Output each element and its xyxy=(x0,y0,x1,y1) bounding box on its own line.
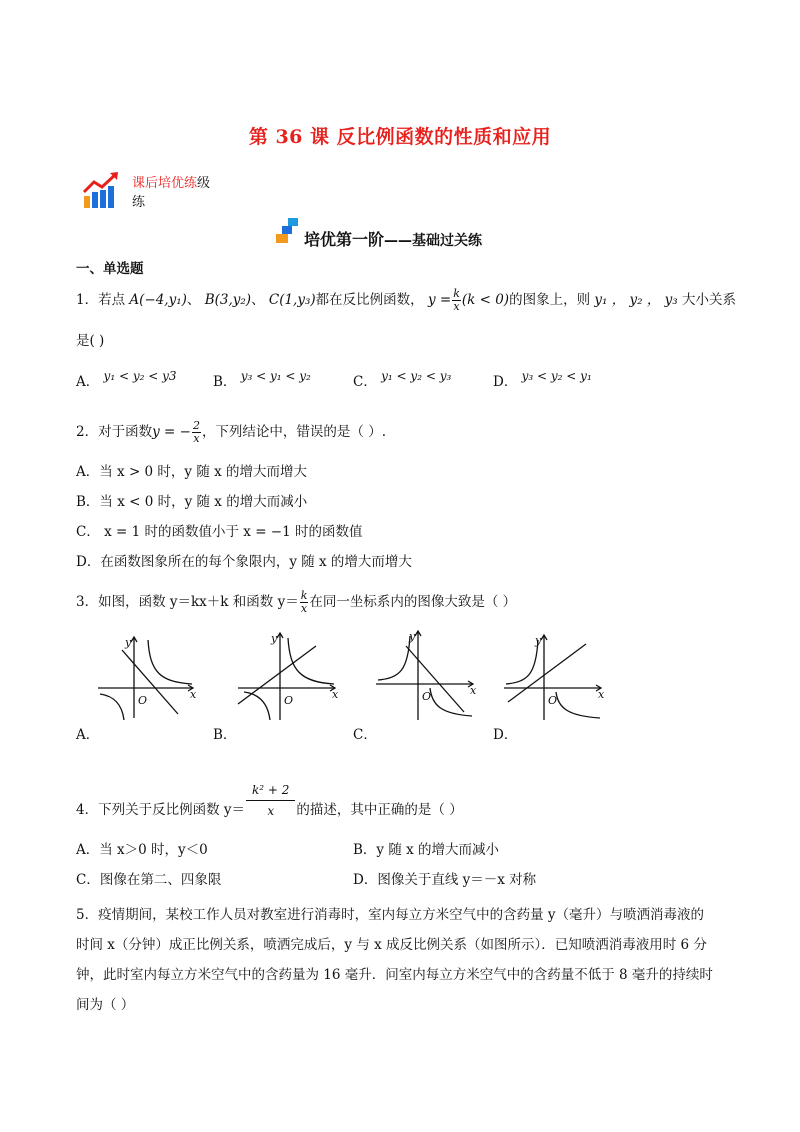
question-5-line: 钟，此时室内每立方米空气中的含药量为 16 毫升．问室内每立方米空气中的含药量不低于 8 毫升的持续时 xyxy=(76,967,713,983)
question-4-option-a: A．当 x＞0 时，y＜0 xyxy=(76,842,208,858)
badge-label: 课后培优练级 练 xyxy=(132,176,211,210)
part-heading: 一、单选题 xyxy=(76,261,144,277)
question-3-label-d: D． xyxy=(493,727,518,743)
question-1-option-b: B． y₃ < y₁ < y₂ xyxy=(213,369,311,390)
question-1-option-c: C． y₁ < y₂ < y₃ xyxy=(353,369,452,390)
question-4-stem: 4．下列关于反比例函数 y＝ $\frac{\text{k² + 2}}{x}$ 的描述，其中正确的是（ ） xyxy=(76,790,463,831)
origin-label: O xyxy=(138,694,148,707)
question-1-stem: 1．若点 A(−4,y₁)、 B(3,y₂)、 C(1,y₃)都在反比例函数， y = $\frac{k}{x}$ (k < 0)的图象上，则 y₁ ， y₂ ， y₃ 大小关系 xyxy=(76,287,736,313)
origin-label: O xyxy=(548,694,558,707)
question-3-label-b: B． xyxy=(213,727,237,743)
axis-y-label: y xyxy=(409,630,416,643)
graph-option-d xyxy=(500,630,610,722)
axis-y-label: y xyxy=(271,632,278,645)
graph-option-c xyxy=(372,626,482,722)
question-2-option-c: C． x = 1 时的函数值小于 x = −1 时的函数值 xyxy=(76,524,363,540)
origin-label: O xyxy=(284,694,294,707)
question-4-option-b: B．y 随 x 的增大而减小 xyxy=(353,842,500,858)
question-1-stem-line2: 是( ) xyxy=(76,333,105,349)
axis-x-label: x xyxy=(598,688,605,701)
axis-y-label: y xyxy=(125,636,132,649)
axis-x-label: x xyxy=(332,688,339,701)
question-3-label-c: C． xyxy=(353,727,377,743)
growth-chart-icon xyxy=(82,170,126,210)
question-3-stem: 3．如图，函数 y＝kx＋k 和函数 y＝ $\frac{k}{x}$ 在同一坐标系内的图像大致是（ ） xyxy=(76,589,517,615)
question-2-option-d: D．在函数图象所在的每个象限内，y 随 x 的增大而增大 xyxy=(76,554,412,570)
question-3-label-a: A． xyxy=(76,727,100,743)
question-1-option-a: A． y₁ < y₂ < y3 xyxy=(76,369,177,390)
graph-option-a xyxy=(92,632,202,722)
axis-y-label: y xyxy=(535,634,542,647)
section-title: 培优第一阶——基础过关练 xyxy=(304,230,483,249)
axis-x-label: x xyxy=(470,684,477,697)
question-2-option-b: B．当 x < 0 时，y 随 x 的增大而减小 xyxy=(76,494,308,510)
question-1-option-d: D． y₃ < y₂ < y₁ xyxy=(493,369,592,390)
question-4-option-d: D．图像关于直线 y＝－x 对称 xyxy=(353,872,537,888)
question-5-line: 时间 x（分钟）成正比例关系，喷洒完成后，y 与 x 成反比例关系（如图所示）．已知喷洒消毒液用时 6 分 xyxy=(76,937,707,953)
question-5-line: 5．疫情期间，某校工作人员对教室进行消毒时，室内每立方米空气中的含药量 y（毫升）与喷洒消毒液的 xyxy=(76,907,705,923)
question-5-line: 间为（ ） xyxy=(76,997,135,1013)
page-title: 第 36 课 反比例函数的性质和应用 xyxy=(248,126,552,148)
axis-x-label: x xyxy=(190,688,197,701)
question-2-option-a: A．当 x > 0 时，y 随 x 的增大而增大 xyxy=(76,464,308,480)
question-5-stem xyxy=(76,900,726,1020)
question-4-option-c: C．图像在第二、四象限 xyxy=(76,872,222,888)
steps-icon xyxy=(276,218,300,244)
origin-label: O xyxy=(422,690,432,703)
question-2-stem: 2．对于函数y = − $\frac{2}{x}$ ，下列结论中，错误的是（ ）. xyxy=(76,419,387,445)
graph-option-b xyxy=(234,628,344,722)
